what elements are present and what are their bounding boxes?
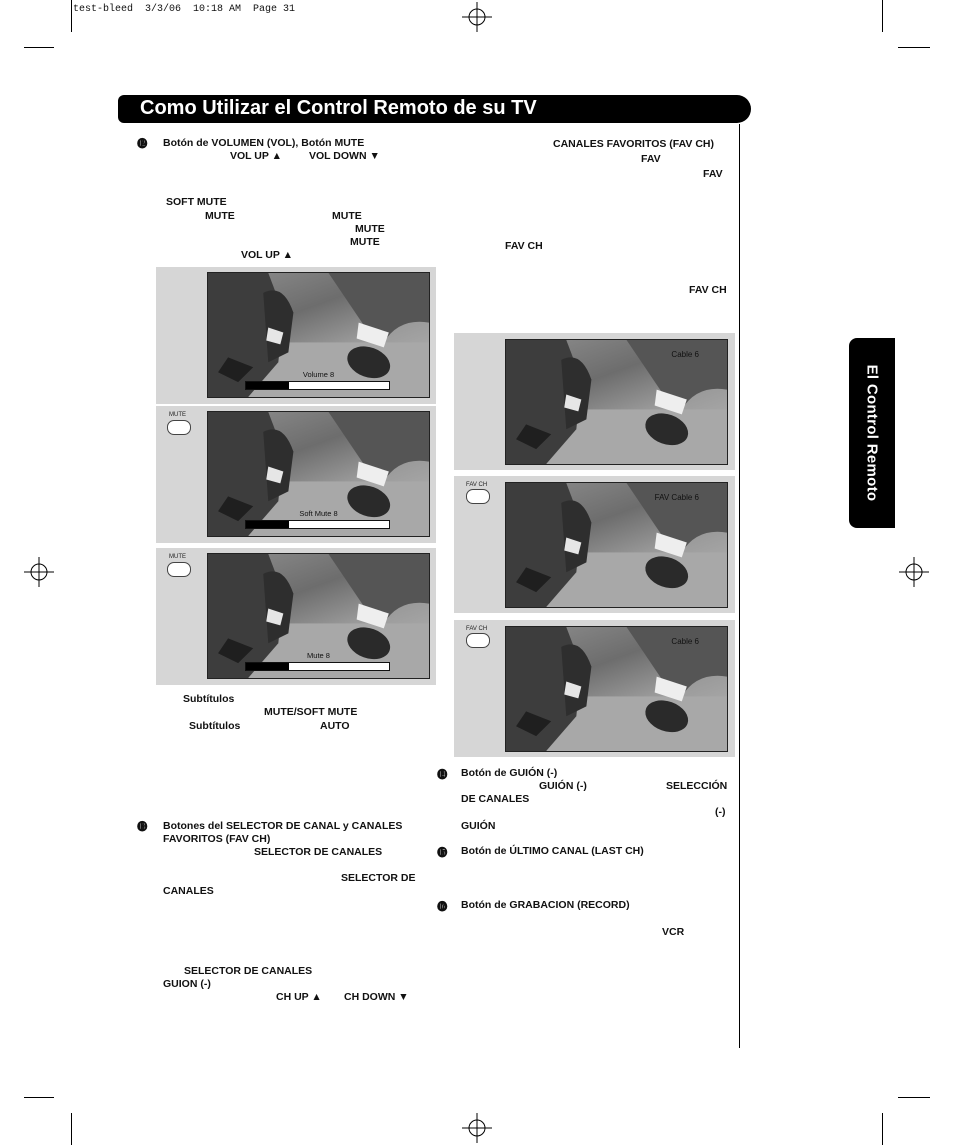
tv-screen-panel [454,620,735,757]
vol-up-text: VOL UP ▲ [230,150,283,162]
registration-mark-icon [462,1113,492,1143]
osd-label: Volume 8 [302,370,335,379]
selector-text: SELECTOR DE CANALES [254,846,383,858]
selector-text: SELECTOR DE [341,872,416,884]
fav-ch-button-icon [466,633,490,648]
tv-screen-panel [156,548,436,685]
subtitles-text: Subtítulos [189,720,241,732]
mute-text: MUTE [350,236,380,248]
crop-mark [898,1097,930,1098]
tv-screen-panel [156,406,436,543]
osd-volume-fill [246,382,289,389]
remote-button-label: MUTE [169,554,186,560]
fav-text: FAV [703,168,723,180]
section-number: ⓬ [137,138,148,150]
crop-mark [24,47,54,48]
tv-screen [207,272,430,398]
mute-button-icon [167,420,191,435]
channel-display: Cable 6 [671,350,699,359]
section-heading: Botón de GUIÓN (-) [461,767,558,779]
page-title-bar [118,95,751,123]
channel-display: Cable 6 [671,637,699,646]
page-title: Como Utilizar el Control Remoto de su TV [140,97,537,119]
crop-mark [882,1113,883,1145]
osd-volume-fill [246,521,289,528]
osd-volume-bar [245,381,390,390]
tv-screen-panel [156,267,436,404]
soft-mute-text: SOFT MUTE [166,196,227,208]
subtitles-text: Subtítulos [183,693,235,705]
crop-mark [71,1113,72,1145]
remote-button-label: FAV CH [466,626,488,632]
side-tab-label: El Control Remoto [863,364,881,502]
tv-screen [505,626,728,752]
osd-label: Mute 8 [307,651,330,660]
selection-text: SELECCIÓN [666,780,728,792]
guion-text: GUIÓN [461,820,496,832]
osd-label: Soft Mute 8 [299,509,338,518]
registration-mark-icon [462,2,492,32]
mute-button-icon [167,562,191,577]
vcr-text: VCR [662,926,685,938]
osd-volume-fill [246,663,289,670]
auto-text: AUTO [320,720,350,732]
registration-mark-icon [24,557,54,587]
mute-text: MUTE [332,210,362,222]
mute-text: MUTE [355,223,385,235]
mute-text: MUTE [205,210,235,222]
ch-down-text: CH DOWN ▼ [344,991,409,1003]
dash-text: (-) [715,806,726,818]
crop-mark [24,1097,54,1098]
channels-text: CANALES [163,885,214,897]
vol-down-text: VOL DOWN ▼ [309,150,380,162]
remote-button-label: MUTE [169,412,186,418]
ch-up-text: CH UP ▲ [276,991,322,1003]
channels-text: DE CANALES [461,793,530,805]
osd-volume-bar [245,662,390,671]
fav-ch-text: FAV CH [505,240,543,252]
tv-screen [207,411,430,537]
tv-screen [505,339,728,465]
mute-soft-mute-text: MUTE/SOFT MUTE [264,706,358,718]
section-heading: Botón de VOLUMEN (VOL), Botón MUTE [163,137,365,149]
section-number: ⓭ [137,821,148,833]
section-number: ⓰ [437,901,448,913]
section-number: ⓮ [437,769,448,781]
osd-volume-bar [245,520,390,529]
tv-screen-panel [454,476,735,613]
vol-up-text: VOL UP ▲ [241,249,294,261]
tv-screen [207,553,430,679]
section-heading: Botón de GRABACION (RECORD) [461,899,630,911]
side-tab [849,338,895,528]
fav-text: FAV [641,153,661,165]
section-heading: Botón de ÚLTIMO CANAL (LAST CH) [461,845,644,857]
crop-mark [882,0,883,32]
print-slug: test-bleed 3/3/06 10:18 AM Page 31 [73,4,296,15]
section-number: ⓯ [437,847,448,859]
fav-heading-text: CANALES FAVORITOS (FAV CH) [553,138,715,150]
fav-ch-button-icon [466,489,490,504]
section-heading: Botones del SELECTOR DE CANAL y CANALES [163,820,403,832]
tv-screen-panel [454,333,735,470]
guion-text: GUION (-) [163,978,211,990]
guion-text: GUIÓN (-) [539,780,587,792]
column-divider [739,124,740,1048]
crop-mark [898,47,930,48]
fav-ch-text: FAV CH [689,284,727,296]
channel-display: FAV Cable 6 [654,493,699,502]
selector-text: SELECTOR DE CANALES [184,965,313,977]
crop-mark [71,0,72,32]
tv-screen [505,482,728,608]
registration-mark-icon [899,557,929,587]
section-heading: FAVORITOS (FAV CH) [163,833,271,845]
remote-button-label: FAV CH [466,482,488,488]
